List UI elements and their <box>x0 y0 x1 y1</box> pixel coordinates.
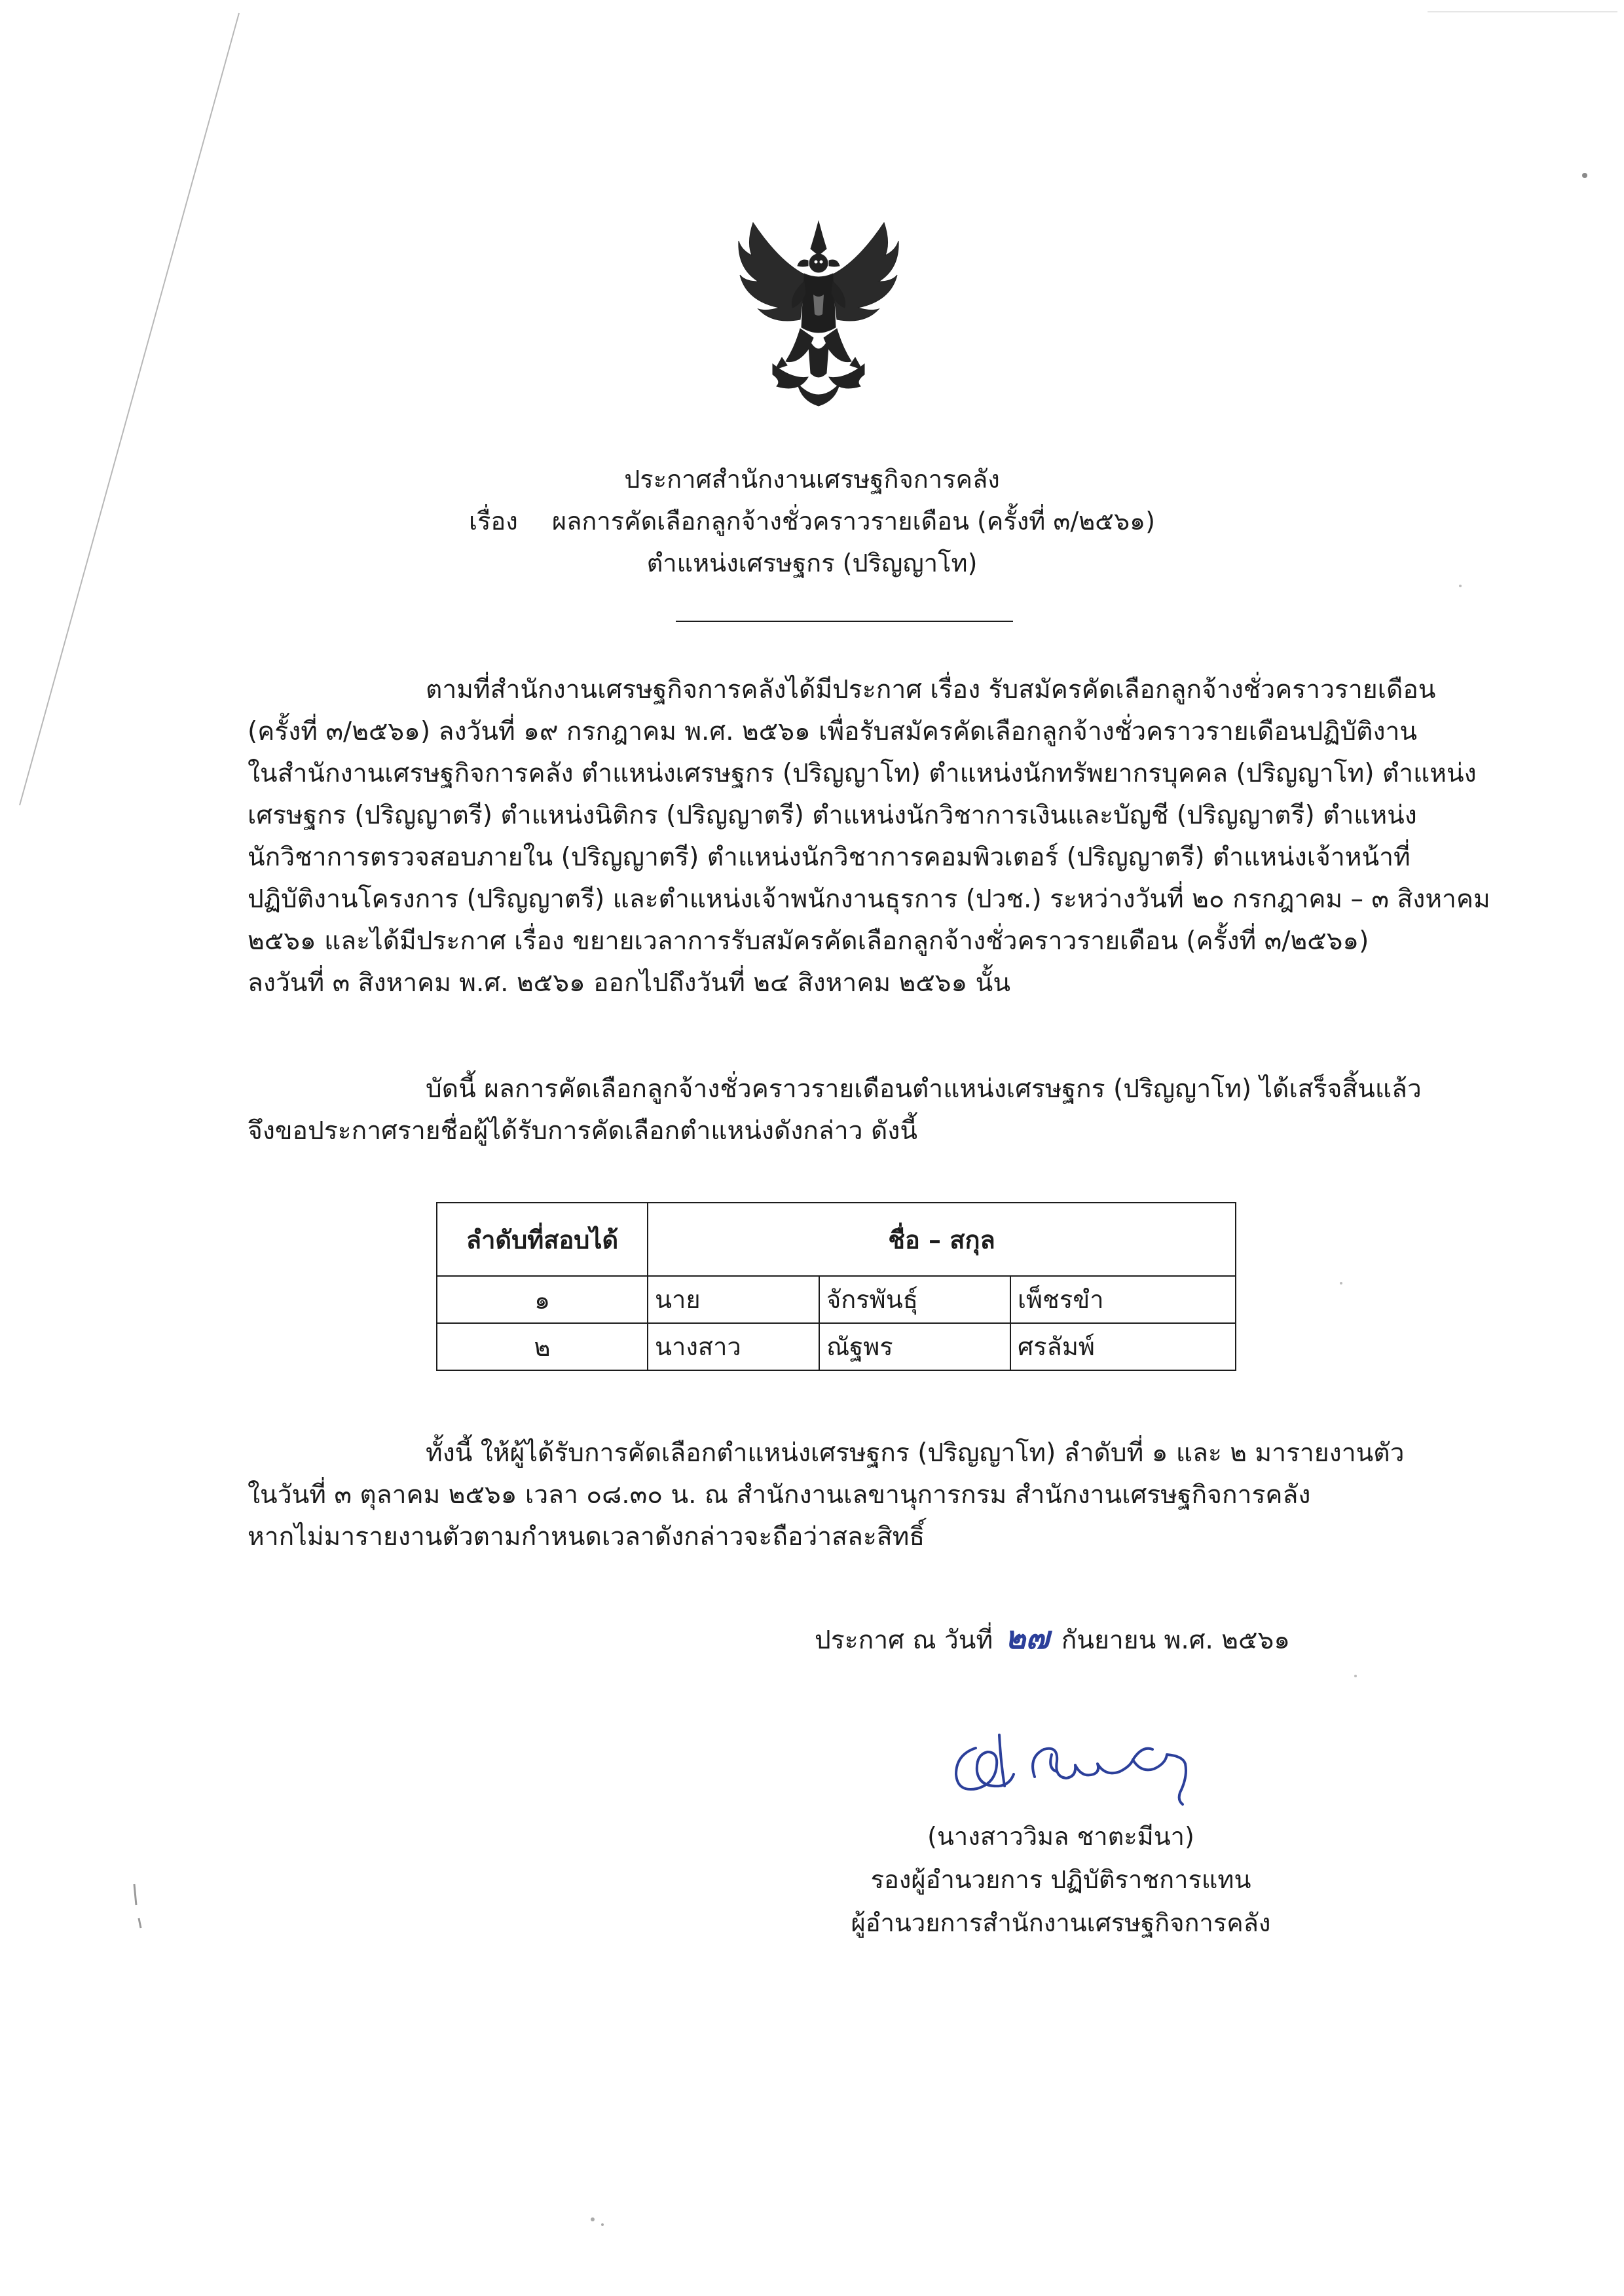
paragraph-result-intro <box>248 1068 1441 1152</box>
date-month-year: กันยายน พ.ศ. ๒๕๖๑ <box>1061 1626 1291 1655</box>
paragraph-line: บัดนี้ ผลการคัดเลือกลูกจ้างชั่วคราวรายเดือนตำแหน่งเศรษฐกร (ปริญญาโท) ได้เสร็จสิ้นแล้ว <box>426 1074 1422 1104</box>
table-row <box>437 1323 1236 1370</box>
column-header-name: ชื่อ – สกุล <box>648 1203 1236 1276</box>
signatory-on-behalf: ผู้อำนวยการสำนักงานเศรษฐกิจการคลัง <box>851 1908 1271 1937</box>
paragraph-line: เศรษฐกร (ปริญญาตรี) ตำแหน่งนิติกร (ปริญญาตรี) ตำแหน่งนักวิชาการเงินและบัญชี (ปริญญาตรี) ตำแหน่ง <box>248 801 1417 830</box>
paragraph-line: (ครั้งที่ ๓/๒๕๖๑) ลงวันที่ ๑๙ กรกฎาคม พ.ศ. ๒๕๖๑ เพื่อรับสมัครคัดเลือกลูกจ้างชั่วคราวรายเดือนปฏิบัติงาน <box>248 717 1418 746</box>
rank-cell: ๑ <box>437 1276 648 1323</box>
table-row <box>437 1276 1236 1323</box>
rank-cell: ๒ <box>437 1323 648 1370</box>
table-header-row <box>437 1203 1236 1276</box>
announcement-header <box>0 458 1624 584</box>
position-title: ตำแหน่งเศรษฐกร (ปริญญาโท) <box>646 549 978 577</box>
agency-title: ประกาศสำนักงานเศรษฐกิจการคลัง <box>624 465 1000 494</box>
signatory-name: (นางสาววิมล ชาตะมีนา) <box>927 1822 1194 1851</box>
header-divider <box>676 621 1013 622</box>
signatory-title: รองผู้อำนวยการ ปฏิบัติราชการแทน <box>870 1865 1251 1894</box>
paragraph-reporting <box>248 1432 1441 1558</box>
last-name: เพ็ชรขำ <box>1010 1277 1235 1322</box>
paragraph-line: ตามที่สำนักงานเศรษฐกิจการคลังได้มีประกาศ เรื่อง รับสมัครคัดเลือกลูกจ้างชั่วคราวรายเดือน <box>426 675 1436 704</box>
paragraph-line: ในสำนักงานเศรษฐกิจการคลัง ตำแหน่งเศรษฐกร (ปริญญาโท) ตำแหน่งนักทรัพยากรบุคคล (ปริญญาโท) ตำแหน่ง <box>248 759 1477 788</box>
date-day-handwritten: ๒๗ <box>1005 1620 1050 1656</box>
date-prefix: ประกาศ ณ วันที่ <box>815 1626 993 1655</box>
first-name: ณัฐพร <box>819 1324 1010 1370</box>
paragraph-line: ทั้งนี้ ให้ผู้ได้รับการคัดเลือกตำแหน่งเศรษฐกร (ปริญญาโท) ลำดับที่ ๑ และ ๒ มารายงานตัว <box>426 1438 1405 1468</box>
last-name: ศรลัมพ์ <box>1010 1324 1235 1370</box>
paragraph-line: นักวิชาการตรวจสอบภายใน (ปริญญาตรี) ตำแหน่งนักวิชาการคอมพิวเตอร์ (ปริญญาตรี) ตำแหน่งเจ้าหน้าที่ <box>248 843 1411 872</box>
paragraph-line: ลงวันที่ ๓ สิงหาคม พ.ศ. ๒๕๖๑ ออกไปถึงวันที่ ๒๔ สิงหาคม ๒๕๖๑ นั้น <box>248 968 1010 998</box>
paragraph-line: หากไม่มารายงานตัวตามกำหนดเวลาดังกล่าวจะถือว่าสละสิทธิ์ <box>248 1522 925 1552</box>
paragraph-background <box>248 669 1490 1004</box>
announcement-date <box>815 1617 1290 1662</box>
paragraph-line: ในวันที่ ๓ ตุลาคม ๒๕๖๑ เวลา ๐๘.๓๐ น. ณ สำนักงานเลขานุการกรม สำนักงานเศรษฐกิจการคลัง <box>248 1480 1311 1510</box>
name-title: นางสาว <box>655 1332 741 1361</box>
name-cell <box>648 1323 1236 1370</box>
signature-mark <box>936 1709 1238 1807</box>
garuda-emblem-icon <box>727 210 910 419</box>
subject-text: ผลการคัดเลือกลูกจ้างชั่วคราวรายเดือน (ครั้งที่ ๓/๒๕๖๑) <box>551 507 1156 536</box>
name-title: นาย <box>655 1285 701 1314</box>
paragraph-line: จึงขอประกาศรายชื่อผู้ได้รับการคัดเลือกตำแหน่งดังกล่าว ดังนี้ <box>248 1116 918 1146</box>
paragraph-line: ปฏิบัติงานโครงการ (ปริญญาตรี) และตำแหน่งเจ้าพนักงานธุรการ (ปวช.) ระหว่างวันที่ ๒๐ กรกฎาคม – ๓ สิงหาคม <box>248 884 1490 914</box>
column-header-rank: ลำดับที่สอบได้ <box>437 1203 648 1276</box>
subject-line <box>469 500 1155 542</box>
subject-label: เรื่อง <box>468 507 518 536</box>
results-table <box>436 1202 1236 1371</box>
signatory-block <box>786 1815 1336 1944</box>
first-name: จักรพันธุ์ <box>819 1277 1010 1322</box>
paragraph-line: ๒๕๖๑ และได้มีประกาศ เรื่อง ขยายเวลาการรับสมัครคัดเลือกลูกจ้างชั่วคราวรายเดือน (ครั้งที่ ๓/๒๕๖๑) <box>248 926 1369 956</box>
name-cell <box>648 1276 1236 1323</box>
